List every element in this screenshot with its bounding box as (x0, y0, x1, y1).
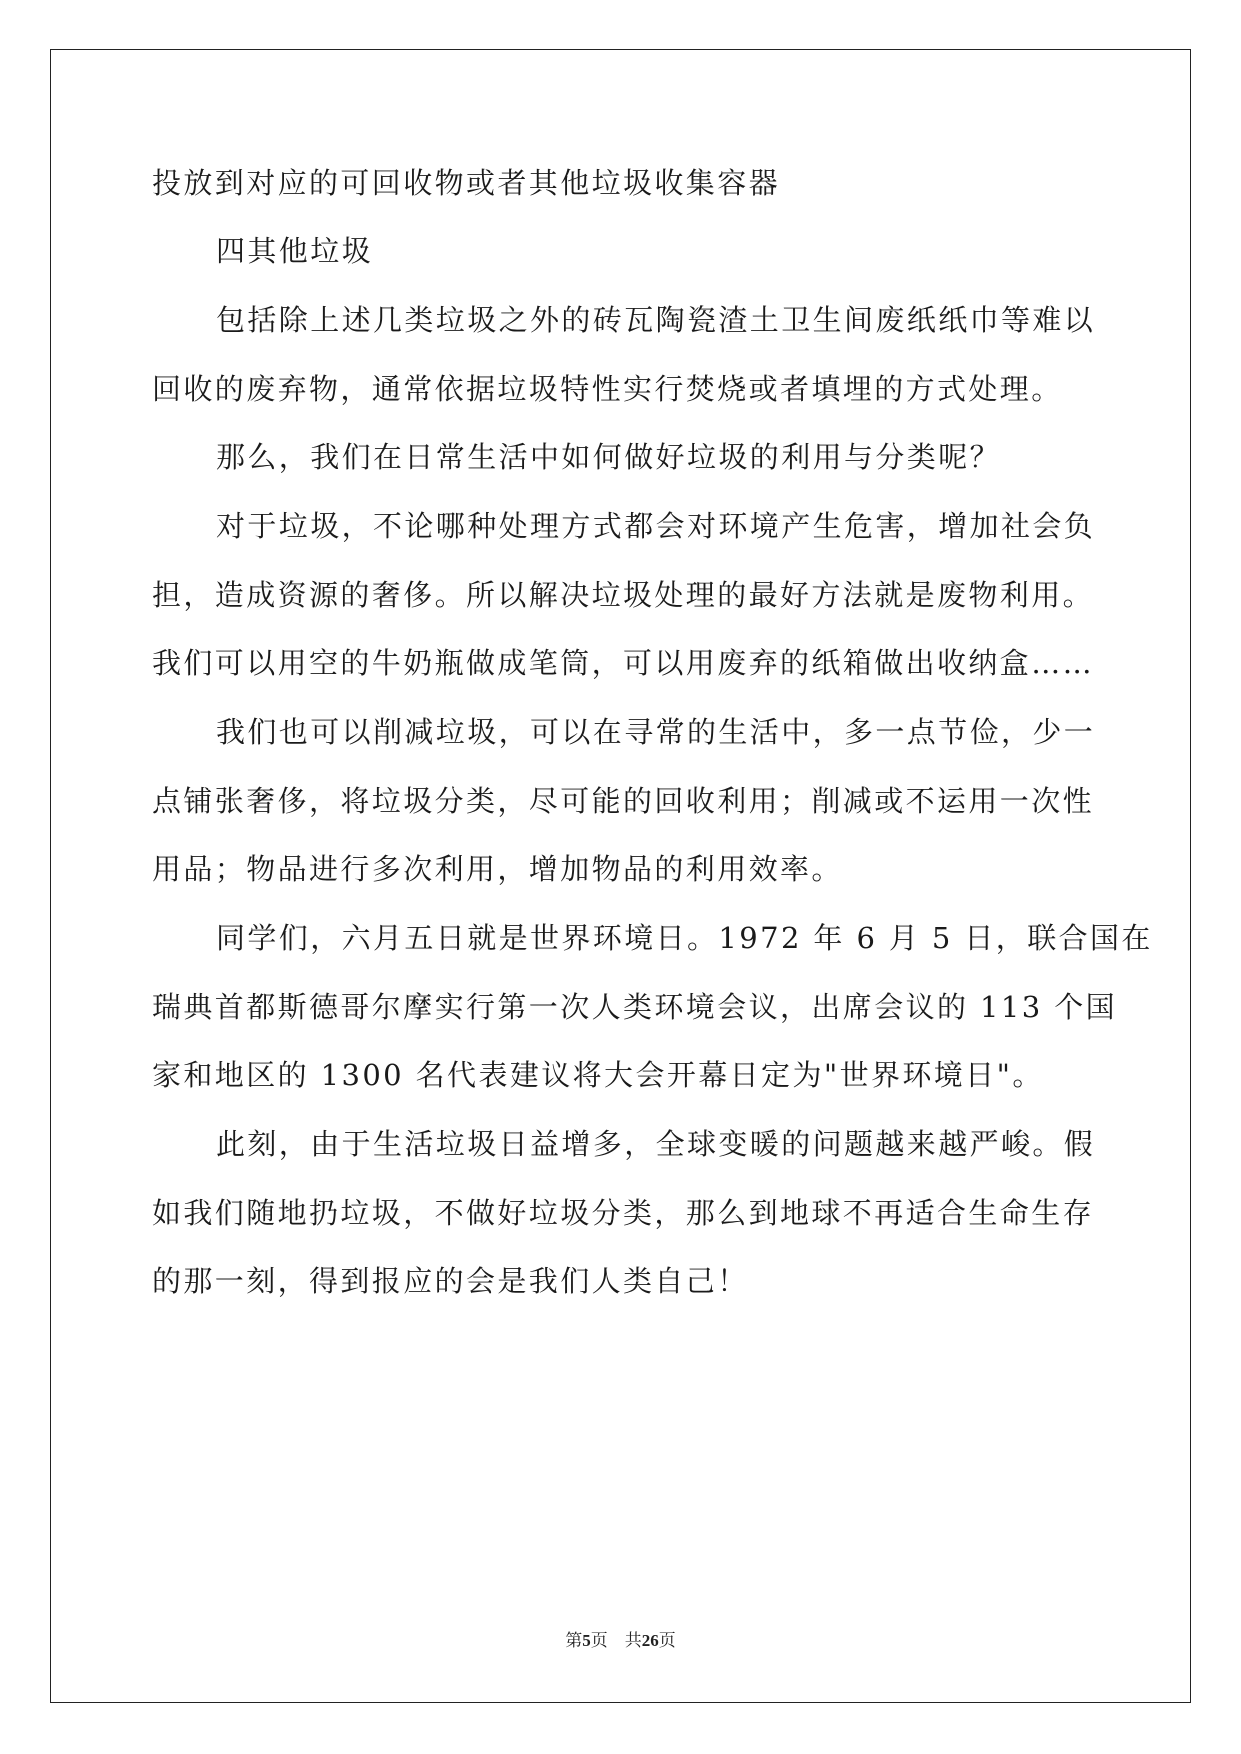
text-line: 我们可以用空的牛奶瓶做成笔筒，可以用废弃的纸箱做出收纳盒…… (152, 646, 1095, 680)
text-line: 投放到对应的可回收物或者其他垃圾收集容器 (152, 166, 781, 200)
total-suffix: 页 (658, 1631, 676, 1650)
total-pages: 26 (641, 1631, 659, 1650)
text-line: 我们也可以削减垃圾，可以在寻常的生活中，多一点节俭，少一 (216, 715, 1096, 749)
text-line: 那么，我们在日常生活中如何做好垃圾的利用与分类呢？ (216, 440, 1002, 474)
text-line: 家和地区的 1300 名代表建议将大会开幕日定为"世界环境日"。 (152, 1058, 1044, 1092)
text-line: 瑞典首都斯德哥尔摩实行第一次人类环境会议，出席会议的 113 个国 (152, 990, 1117, 1024)
page-footer (0, 1626, 1241, 1651)
total-prefix: 共 (624, 1631, 642, 1650)
page-suffix: 页 (590, 1631, 608, 1650)
text-line: 同学们，六月五日就是世界环境日。1972 年 6 月 5 日，联合国在 (216, 921, 1153, 955)
page-prefix: 第 (565, 1631, 583, 1650)
text-line: 对于垃圾，不论哪种处理方式都会对环境产生危害，增加社会负 (216, 509, 1096, 543)
text-line: 此刻，由于生活垃圾日益增多，全球变暖的问题越来越严峻。假 (216, 1127, 1096, 1161)
text-line: 担，造成资源的奢侈。所以解决垃圾处理的最好方法就是废物利用。 (152, 578, 1095, 612)
text-line: 回收的废弃物，通常依据垃圾特性实行焚烧或者填埋的方式处理。 (152, 372, 1063, 406)
page-number: 5 (582, 1631, 591, 1650)
text-line: 如我们随地扔垃圾，不做好垃圾分类，那么到地球不再适合生命生存 (152, 1196, 1095, 1230)
text-line: 的那一刻，得到报应的会是我们人类自己！ (152, 1264, 749, 1298)
text-line: 点铺张奢侈，将垃圾分类，尽可能的回收利用；削减或不运用一次性 (152, 784, 1095, 818)
text-line: 包括除上述几类垃圾之外的砖瓦陶瓷渣土卫生间废纸纸巾等难以 (216, 303, 1096, 337)
text-line: 用品；物品进行多次利用，增加物品的利用效率。 (152, 852, 843, 886)
section-heading: 四其他垃圾 (216, 234, 374, 268)
